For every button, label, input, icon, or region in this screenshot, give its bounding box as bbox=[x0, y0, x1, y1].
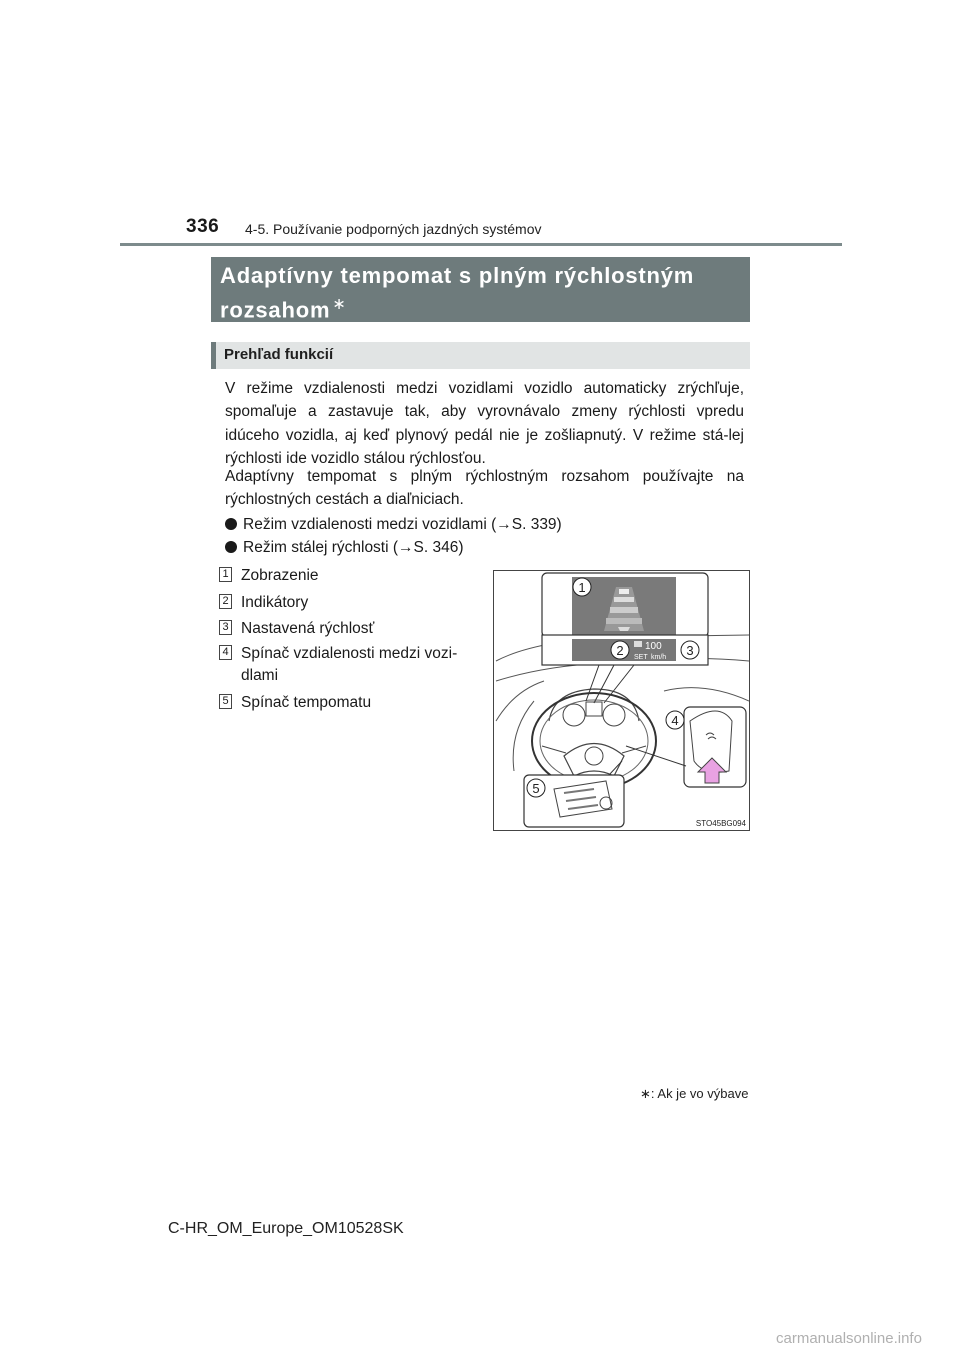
legend-item-4 bbox=[219, 643, 469, 687]
legend-item-1 bbox=[219, 565, 479, 587]
bullet-item-1: Režim vzdialenosti medzi vozidlami (→S. 339) bbox=[225, 514, 562, 536]
page-number: 336 bbox=[186, 216, 220, 237]
display-unit: km/h bbox=[651, 654, 667, 661]
subsection-title: Prehľad funkcií bbox=[224, 346, 334, 363]
dashboard-illustration bbox=[493, 570, 750, 831]
callout-4: 4 bbox=[671, 713, 679, 728]
legend-number: 3 bbox=[219, 620, 232, 635]
display-set: SET bbox=[634, 654, 648, 661]
bullet-dot-icon bbox=[225, 541, 237, 553]
watermark: carmanualsonline.info bbox=[776, 1330, 922, 1347]
legend-number: 5 bbox=[219, 694, 232, 709]
legend-label: Nastavená rýchlosť bbox=[241, 620, 375, 637]
legend-label: Zobrazenie bbox=[241, 567, 319, 584]
section-title-line2: rozsahom bbox=[220, 297, 331, 323]
legend-label: Spínač tempomatu bbox=[241, 694, 372, 711]
callout-5: 5 bbox=[532, 781, 540, 796]
paragraph-2: Adaptívny tempomat s plným rýchlostným rozsahom používajte na rýchlostných cestách a diaľniciach. bbox=[225, 468, 744, 509]
chapter-title: 4-5. Používanie podporných jazdných systémov bbox=[245, 221, 542, 237]
legend-label: Indikátory bbox=[241, 594, 309, 611]
legend-item-3 bbox=[219, 618, 479, 640]
dashboard-drawing bbox=[494, 571, 749, 830]
header-divider bbox=[120, 243, 842, 246]
bullet-item-2: Režim stálej rýchlosti (→S. 346) bbox=[225, 537, 464, 559]
legend-item-5 bbox=[219, 692, 479, 714]
legend-number: 2 bbox=[219, 594, 232, 609]
section-title-box bbox=[211, 257, 750, 322]
figure-code: STO45BG094 bbox=[695, 819, 746, 828]
document-code: C-HR_OM_Europe_OM10528SK bbox=[168, 1220, 404, 1237]
legend-number: 1 bbox=[219, 567, 232, 582]
callout-2: 2 bbox=[616, 643, 624, 658]
legend-number: 4 bbox=[219, 645, 232, 660]
display-speed: 100 bbox=[645, 641, 662, 652]
footnote: ∗: Ak je vo výbave bbox=[640, 1086, 749, 1101]
callout-1: 1 bbox=[578, 580, 586, 595]
callout-3: 3 bbox=[686, 643, 694, 658]
section-title-line1: Adaptívny tempomat s plným rýchlostným bbox=[220, 263, 695, 288]
legend-item-2 bbox=[219, 592, 479, 614]
subsection-header bbox=[211, 342, 750, 369]
paragraph-1: V režime vzdialenosti medzi vozidlami vozidlo automaticky zrýchľuje, spomaľuje a zastavuje tak, aby vyrovnávalo zmeny rýchlosti vpredu idúceho vozidla, aj keď plynový pedál nie je zošliapnutý. V režime stá-lej rýchlosti ide vozidlo stálou rýchlosťou. bbox=[225, 380, 744, 468]
legend-label: Spínač vzdialenosti medzi vozi-dlami bbox=[241, 645, 458, 684]
asterisk-mark: ∗ bbox=[332, 296, 347, 313]
bullet-dot-icon bbox=[225, 518, 237, 530]
